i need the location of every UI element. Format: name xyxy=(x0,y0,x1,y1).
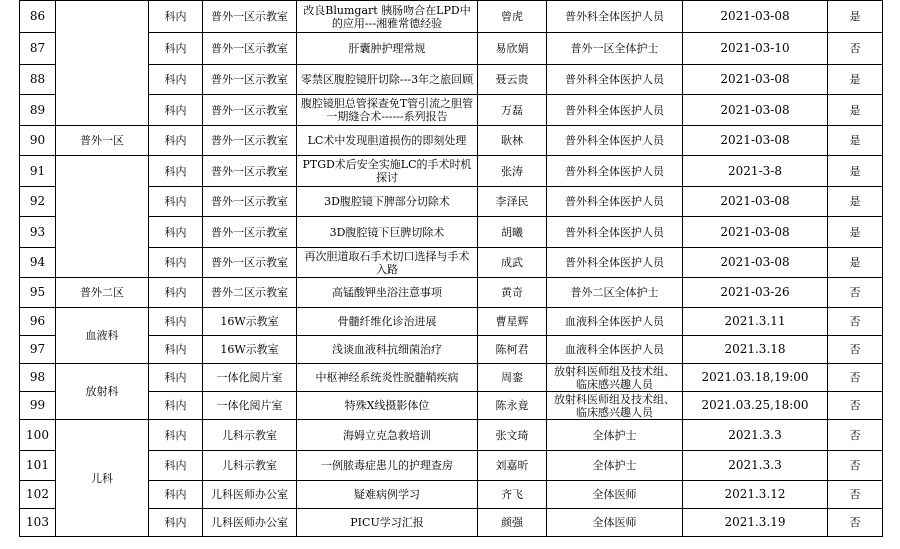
lecture-place: 普外一区示教室 xyxy=(203,1,297,33)
lecture-topic: 疑难病例学习 xyxy=(297,481,478,509)
department-cell: 血液科 xyxy=(56,308,149,364)
audience: 普外科全体医护人员 xyxy=(547,95,683,126)
audience: 普外科全体医护人员 xyxy=(547,65,683,95)
lecture-place: 儿科示教室 xyxy=(203,451,297,481)
credit-flag: 否 xyxy=(828,364,883,392)
table-row xyxy=(20,278,883,308)
table-row xyxy=(20,217,883,248)
lecture-date: 2021-03-10 xyxy=(683,33,828,65)
speaker-name: 刘嘉昕 xyxy=(478,451,547,481)
lecture-type: 科内 xyxy=(149,126,203,156)
speaker-name: 周銮 xyxy=(478,364,547,392)
lecture-place: 儿科医师办公室 xyxy=(203,481,297,509)
lecture-date: 2021.3.3 xyxy=(683,451,828,481)
department-cell: 普外二区 xyxy=(56,278,149,308)
lecture-type: 科内 xyxy=(149,364,203,392)
audience: 全体医师 xyxy=(547,481,683,509)
lecture-topic: 海姆立克急救培训 xyxy=(297,420,478,451)
lecture-date: 2021.03.18,19:00 xyxy=(683,364,828,392)
department-cell: 儿科 xyxy=(56,420,149,537)
lecture-type: 科内 xyxy=(149,420,203,451)
lecture-type: 科内 xyxy=(149,392,203,420)
lecture-type: 科内 xyxy=(149,95,203,126)
department-cell xyxy=(56,1,149,126)
table-row xyxy=(20,248,883,278)
audience: 全体医师 xyxy=(547,509,683,537)
credit-flag: 否 xyxy=(828,308,883,336)
department-cell: 普外一区 xyxy=(56,126,149,156)
lecture-place: 16W示教室 xyxy=(203,308,297,336)
lecture-type: 科内 xyxy=(149,1,203,33)
credit-flag: 是 xyxy=(828,156,883,187)
speaker-name: 张文琦 xyxy=(478,420,547,451)
lecture-place: 普外一区示教室 xyxy=(203,187,297,217)
lecture-type: 科内 xyxy=(149,33,203,65)
table-row xyxy=(20,451,883,481)
credit-flag: 否 xyxy=(828,278,883,308)
audience: 血液科全体医护人员 xyxy=(547,308,683,336)
audience: 普外科全体医护人员 xyxy=(547,156,683,187)
credit-flag: 是 xyxy=(828,126,883,156)
credit-flag: 否 xyxy=(828,392,883,420)
speaker-name: 曹星辉 xyxy=(478,308,547,336)
lecture-date: 2021-03-08 xyxy=(683,248,828,278)
lecture-topic: 腹腔镜胆总管探查免T管引流之胆管一期缝合术------系列报告 xyxy=(297,95,478,126)
audience: 放射科医师组及技术组、临床感兴趣人员 xyxy=(547,392,683,420)
row-number: 89 xyxy=(20,95,56,126)
table-row xyxy=(20,392,883,420)
row-number: 102 xyxy=(20,481,56,509)
lecture-date: 2021-03-08 xyxy=(683,217,828,248)
speaker-name: 成武 xyxy=(478,248,547,278)
lecture-topic: 特殊X线摄影体位 xyxy=(297,392,478,420)
credit-flag: 否 xyxy=(828,33,883,65)
lecture-date: 2021-03-08 xyxy=(683,187,828,217)
row-number: 86 xyxy=(20,1,56,33)
table-row xyxy=(20,95,883,126)
row-number: 91 xyxy=(20,156,56,187)
lecture-topic: 中枢神经系统炎性脱髓鞘疾病 xyxy=(297,364,478,392)
lecture-place: 普外一区示教室 xyxy=(203,156,297,187)
credit-flag: 否 xyxy=(828,420,883,451)
lecture-date: 2021-03-26 xyxy=(683,278,828,308)
table-row xyxy=(20,156,883,187)
table-row xyxy=(20,1,883,33)
credit-flag: 是 xyxy=(828,95,883,126)
lecture-type: 科内 xyxy=(149,156,203,187)
table-row xyxy=(20,364,883,392)
row-number: 87 xyxy=(20,33,56,65)
audience: 普外一区全体护士 xyxy=(547,33,683,65)
audience: 普外科全体医护人员 xyxy=(547,217,683,248)
row-number: 92 xyxy=(20,187,56,217)
speaker-name: 陈永竟 xyxy=(478,392,547,420)
row-number: 96 xyxy=(20,308,56,336)
row-number: 94 xyxy=(20,248,56,278)
table-row xyxy=(20,308,883,336)
lecture-type: 科内 xyxy=(149,217,203,248)
credit-flag: 是 xyxy=(828,187,883,217)
table-row xyxy=(20,336,883,364)
row-number: 103 xyxy=(20,509,56,537)
row-number: 101 xyxy=(20,451,56,481)
lecture-place: 儿科示教室 xyxy=(203,420,297,451)
department-cell xyxy=(56,156,149,278)
lecture-type: 科内 xyxy=(149,187,203,217)
lecture-schedule-table xyxy=(19,0,883,537)
row-number: 95 xyxy=(20,278,56,308)
lecture-date: 2021.3.18 xyxy=(683,336,828,364)
lecture-topic: PICU学习汇报 xyxy=(297,509,478,537)
lecture-topic: 骨髓纤维化诊治进展 xyxy=(297,308,478,336)
lecture-topic: 高锰酸钾坐浴注意事项 xyxy=(297,278,478,308)
audience: 全体护士 xyxy=(547,420,683,451)
speaker-name: 胡曦 xyxy=(478,217,547,248)
lecture-date: 2021.03.25,18:00 xyxy=(683,392,828,420)
lecture-date: 2021-03-08 xyxy=(683,65,828,95)
audience: 血液科全体医护人员 xyxy=(547,336,683,364)
table-row xyxy=(20,481,883,509)
lecture-date: 2021.3.11 xyxy=(683,308,828,336)
lecture-type: 科内 xyxy=(149,336,203,364)
lecture-topic: 3D腹腔镜下巨脾切除术 xyxy=(297,217,478,248)
lecture-date: 2021-03-08 xyxy=(683,1,828,33)
credit-flag: 是 xyxy=(828,217,883,248)
lecture-place: 一体化阅片室 xyxy=(203,392,297,420)
lecture-date: 2021-03-08 xyxy=(683,126,828,156)
audience: 普外科全体医护人员 xyxy=(547,1,683,33)
speaker-name: 耿林 xyxy=(478,126,547,156)
audience: 放射科医师组及技术组、临床感兴趣人员 xyxy=(547,364,683,392)
speaker-name: 齐飞 xyxy=(478,481,547,509)
lecture-place: 普外一区示教室 xyxy=(203,65,297,95)
lecture-topic: 零禁区腹腔镜肝切除---3年之旅回顾 xyxy=(297,65,478,95)
lecture-place: 普外二区示教室 xyxy=(203,278,297,308)
row-number: 100 xyxy=(20,420,56,451)
lecture-topic: 改良Blumgart 胰肠吻合在LPD中的应用---湘雅常德经验 xyxy=(297,1,478,33)
speaker-name: 万磊 xyxy=(478,95,547,126)
lecture-type: 科内 xyxy=(149,278,203,308)
credit-flag: 是 xyxy=(828,65,883,95)
lecture-type: 科内 xyxy=(149,481,203,509)
lecture-place: 儿科医师办公室 xyxy=(203,509,297,537)
lecture-topic: 肝囊肿护理常规 xyxy=(297,33,478,65)
credit-flag: 否 xyxy=(828,336,883,364)
speaker-name: 李泽民 xyxy=(478,187,547,217)
lecture-place: 一体化阅片室 xyxy=(203,364,297,392)
speaker-name: 黄奇 xyxy=(478,278,547,308)
lecture-date: 2021.3.12 xyxy=(683,481,828,509)
lecture-type: 科内 xyxy=(149,509,203,537)
row-number: 97 xyxy=(20,336,56,364)
audience: 全体护士 xyxy=(547,451,683,481)
speaker-name: 陈柯君 xyxy=(478,336,547,364)
lecture-type: 科内 xyxy=(149,451,203,481)
lecture-type: 科内 xyxy=(149,248,203,278)
table-row xyxy=(20,65,883,95)
speaker-name: 聂云贵 xyxy=(478,65,547,95)
lecture-type: 科内 xyxy=(149,308,203,336)
lecture-topic: LC术中发现胆道损伤的即刻处理 xyxy=(297,126,478,156)
audience: 普外科全体医护人员 xyxy=(547,248,683,278)
table-row xyxy=(20,509,883,537)
table-row xyxy=(20,187,883,217)
department-cell: 放射科 xyxy=(56,364,149,420)
table-row xyxy=(20,420,883,451)
row-number: 90 xyxy=(20,126,56,156)
lecture-topic: PTGD术后安全实施LC的手术时机探讨 xyxy=(297,156,478,187)
lecture-date: 2021-3-8 xyxy=(683,156,828,187)
lecture-place: 普外一区示教室 xyxy=(203,95,297,126)
lecture-date: 2021.3.3 xyxy=(683,420,828,451)
lecture-topic: 再次胆道取石手术切口选择与手术入路 xyxy=(297,248,478,278)
row-number: 99 xyxy=(20,392,56,420)
row-number: 88 xyxy=(20,65,56,95)
row-number: 98 xyxy=(20,364,56,392)
table-row xyxy=(20,126,883,156)
table-row xyxy=(20,33,883,65)
lecture-place: 普外一区示教室 xyxy=(203,217,297,248)
audience: 普外科全体医护人员 xyxy=(547,187,683,217)
audience: 普外二区全体护士 xyxy=(547,278,683,308)
lecture-place: 普外一区示教室 xyxy=(203,126,297,156)
credit-flag: 否 xyxy=(828,451,883,481)
row-number: 93 xyxy=(20,217,56,248)
speaker-name: 曾虎 xyxy=(478,1,547,33)
speaker-name: 颜强 xyxy=(478,509,547,537)
speaker-name: 易欣娟 xyxy=(478,33,547,65)
credit-flag: 是 xyxy=(828,248,883,278)
speaker-name: 张涛 xyxy=(478,156,547,187)
credit-flag: 是 xyxy=(828,1,883,33)
lecture-place: 普外一区示教室 xyxy=(203,248,297,278)
lecture-topic: 3D腹腔镜下脾部分切除术 xyxy=(297,187,478,217)
credit-flag: 否 xyxy=(828,481,883,509)
lecture-date: 2021.3.19 xyxy=(683,509,828,537)
credit-flag: 否 xyxy=(828,509,883,537)
lecture-topic: 浅谈血液科抗细菌治疗 xyxy=(297,336,478,364)
audience: 普外科全体医护人员 xyxy=(547,126,683,156)
lecture-type: 科内 xyxy=(149,65,203,95)
lecture-date: 2021-03-08 xyxy=(683,95,828,126)
lecture-topic: 一例脓毒症患儿的护理查房 xyxy=(297,451,478,481)
lecture-place: 普外一区示教室 xyxy=(203,33,297,65)
lecture-place: 16W示教室 xyxy=(203,336,297,364)
